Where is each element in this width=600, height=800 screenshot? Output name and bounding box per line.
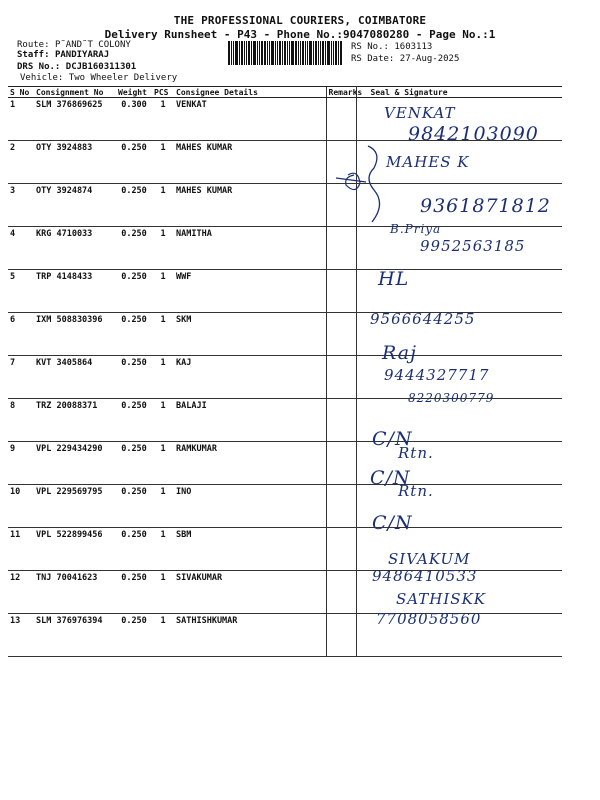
barcode-bar bbox=[331, 41, 332, 65]
table-row bbox=[8, 313, 562, 356]
barcode-bar bbox=[241, 41, 243, 65]
cell-sno: 12 bbox=[8, 571, 34, 614]
cell-pcs: 1 bbox=[152, 485, 174, 528]
table-header-row bbox=[8, 87, 562, 98]
drs-label: DRS No.: bbox=[17, 62, 61, 72]
rs-no-line bbox=[351, 42, 432, 53]
signature-7-phone: 9444327717 bbox=[384, 366, 490, 384]
cell-sno: 5 bbox=[8, 270, 34, 313]
cell-weight: 0.250 bbox=[116, 313, 152, 356]
cell-remarks bbox=[326, 227, 356, 270]
cell-sno: 9 bbox=[8, 442, 34, 485]
cell-pcs: 1 bbox=[152, 614, 174, 657]
runsheet-title: Delivery Runsheet - P43 - Phone No.:9047080280 - Page No.:1 bbox=[104, 28, 496, 41]
signature-4-phone: 9952563185 bbox=[420, 237, 526, 255]
signature-1-phone: 9842103090 bbox=[408, 123, 539, 145]
barcode-bar bbox=[261, 41, 263, 65]
cell-weight: 0.250 bbox=[116, 528, 152, 571]
cell-consignee: SKM bbox=[174, 313, 326, 356]
signature-9-cn: C/N bbox=[372, 428, 413, 450]
company-title: THE PROFESSIONAL COURIERS, COIMBATORE bbox=[173, 14, 427, 27]
cell-weight: 0.250 bbox=[116, 356, 152, 399]
cell-consignee: BALAJI bbox=[174, 399, 326, 442]
barcode-bar bbox=[309, 41, 312, 65]
cell-weight: 0.250 bbox=[116, 184, 152, 227]
drs-value: DCJB160311301 bbox=[65, 62, 137, 72]
cell-pcs: 1 bbox=[152, 98, 174, 141]
cell-pcs: 1 bbox=[152, 442, 174, 485]
cell-weight: 0.250 bbox=[116, 141, 152, 184]
cell-consignee: RAMKUMAR bbox=[174, 442, 326, 485]
barcode-bar bbox=[318, 41, 319, 65]
barcode-bar bbox=[246, 41, 247, 65]
cell-consignee: NAMITHA bbox=[174, 227, 326, 270]
table-row bbox=[8, 442, 562, 485]
cell-consignee: KAJ bbox=[174, 356, 326, 399]
barcode-bar bbox=[338, 41, 339, 65]
rs-no-value: 1603113 bbox=[394, 42, 433, 52]
cell-sno: 10 bbox=[8, 485, 34, 528]
cell-sno: 8 bbox=[8, 399, 34, 442]
staff-line bbox=[17, 50, 109, 61]
barcode-bar bbox=[307, 41, 308, 65]
staff-label: Staff: bbox=[17, 50, 50, 60]
cell-remarks bbox=[326, 356, 356, 399]
route-label: Route: bbox=[17, 40, 50, 50]
cell-remarks bbox=[326, 485, 356, 528]
cell-weight: 0.250 bbox=[116, 571, 152, 614]
cell-consignment-no: OTY 3924874 bbox=[34, 184, 116, 227]
cell-consignment-no: SLM 376976394 bbox=[34, 614, 116, 657]
drs-line bbox=[17, 62, 136, 73]
cell-sno: 4 bbox=[8, 227, 34, 270]
cell-pcs: 1 bbox=[152, 399, 174, 442]
cell-pcs: 1 bbox=[152, 571, 174, 614]
barcode-bar bbox=[313, 41, 314, 65]
cell-weight: 0.250 bbox=[116, 270, 152, 313]
barcode bbox=[228, 41, 344, 65]
col-seal: Seal & Signature bbox=[356, 87, 562, 98]
barcode-bar bbox=[289, 41, 290, 65]
cell-pcs: 1 bbox=[152, 227, 174, 270]
signature-7-name: Raj bbox=[382, 342, 417, 364]
barcode-bar bbox=[275, 41, 276, 65]
barcode-bar bbox=[315, 41, 317, 65]
barcode-bar bbox=[322, 41, 324, 65]
cell-consignment-no: KVT 3405864 bbox=[34, 356, 116, 399]
cell-consignee: SATHISHKUMAR bbox=[174, 614, 326, 657]
cell-weight: 0.250 bbox=[116, 442, 152, 485]
cell-consignment-no: IXM 508830396 bbox=[34, 313, 116, 356]
barcode-bar bbox=[291, 41, 294, 65]
cell-consignee: MAHES KUMAR bbox=[174, 141, 326, 184]
cell-pcs: 1 bbox=[152, 141, 174, 184]
cell-consignee: VENKAT bbox=[174, 98, 326, 141]
barcode-bar bbox=[239, 41, 240, 65]
cell-consignee: INO bbox=[174, 485, 326, 528]
barcode-bar bbox=[271, 41, 274, 65]
rs-date-label: RS Date: bbox=[351, 54, 395, 64]
barcode-bar bbox=[335, 41, 337, 65]
barcode-bar bbox=[233, 41, 234, 65]
barcode-bar bbox=[340, 41, 342, 65]
barcode-bar bbox=[327, 41, 330, 65]
barcode-bar bbox=[235, 41, 238, 65]
signature-6-phone: 9566644255 bbox=[370, 310, 476, 328]
cell-remarks bbox=[326, 442, 356, 485]
cell-pcs: 1 bbox=[152, 184, 174, 227]
table-row bbox=[8, 485, 562, 528]
barcode-bar bbox=[305, 41, 306, 65]
barcode-bar bbox=[295, 41, 297, 65]
barcode-bar bbox=[302, 41, 304, 65]
rs-date-line bbox=[351, 54, 459, 65]
signature-4-name: B.Priya bbox=[390, 222, 442, 236]
barcode-bar bbox=[257, 41, 258, 65]
vehicle-label: Vehicle: bbox=[20, 73, 64, 83]
cell-pcs: 1 bbox=[152, 528, 174, 571]
barcode-bar bbox=[333, 41, 334, 65]
barcode-bar bbox=[277, 41, 278, 65]
route-value: P˜AND˜T COLONY bbox=[54, 40, 131, 50]
barcode-bar bbox=[244, 41, 245, 65]
staff-value: PANDIYARAJ bbox=[54, 50, 110, 60]
cell-weight: 0.300 bbox=[116, 98, 152, 141]
delivery-bracket-scribble bbox=[328, 140, 388, 230]
cell-remarks bbox=[326, 528, 356, 571]
cell-weight: 0.250 bbox=[116, 399, 152, 442]
barcode-bar bbox=[259, 41, 260, 65]
cell-pcs: 1 bbox=[152, 270, 174, 313]
col-consignment: Consignment No bbox=[34, 87, 116, 98]
cell-remarks bbox=[326, 313, 356, 356]
barcode-bar bbox=[284, 41, 286, 65]
signature-13-name: SATHISKK bbox=[396, 590, 486, 608]
cell-consignment-no: SLM 376869625 bbox=[34, 98, 116, 141]
cell-consignment-no: KRG 4710033 bbox=[34, 227, 116, 270]
cell-sno: 3 bbox=[8, 184, 34, 227]
signature-12-name: SIVAKUM bbox=[388, 550, 471, 568]
barcode-bar bbox=[298, 41, 299, 65]
cell-pcs: 1 bbox=[152, 356, 174, 399]
barcode-bar bbox=[248, 41, 250, 65]
cell-weight: 0.250 bbox=[116, 614, 152, 657]
col-pcs: PCS bbox=[152, 87, 174, 98]
cell-remarks bbox=[326, 571, 356, 614]
cell-consignee: WWF bbox=[174, 270, 326, 313]
barcode-bar bbox=[264, 41, 266, 65]
cell-remarks bbox=[326, 614, 356, 657]
cell-consignee: MAHES KUMAR bbox=[174, 184, 326, 227]
barcode-bar bbox=[231, 41, 232, 65]
col-weight: Weight bbox=[116, 87, 152, 98]
barcode-bar bbox=[282, 41, 283, 65]
vehicle-value: Two Wheeler Delivery bbox=[68, 73, 178, 83]
barcode-bar bbox=[228, 41, 230, 65]
cell-consignee: SIVAKUMAR bbox=[174, 571, 326, 614]
cell-consignment-no: TNJ 70041623 bbox=[34, 571, 116, 614]
cell-consignee: SBM bbox=[174, 528, 326, 571]
barcode-bar bbox=[300, 41, 301, 65]
signature-8-phone: 8220300779 bbox=[408, 391, 495, 405]
cell-sno: 11 bbox=[8, 528, 34, 571]
cell-weight: 0.250 bbox=[116, 227, 152, 270]
barcode-bar bbox=[325, 41, 326, 65]
col-sno: S No bbox=[8, 87, 34, 98]
signature-1-name: VENKAT bbox=[384, 104, 456, 122]
signature-12-phone: 9486410533 bbox=[372, 567, 478, 585]
signature-2-name: MAHES K bbox=[386, 153, 470, 171]
signature-9-rtn: Rtn. bbox=[398, 444, 434, 462]
cell-sno: 7 bbox=[8, 356, 34, 399]
rs-date-value: 27-Aug-2025 bbox=[399, 54, 460, 64]
cell-sno: 6 bbox=[8, 313, 34, 356]
signature-10-rtn: Rtn. bbox=[398, 482, 434, 500]
signature-13-phone: 7708058560 bbox=[376, 610, 482, 628]
rs-no-label: RS No.: bbox=[351, 42, 389, 52]
barcode-bar bbox=[251, 41, 252, 65]
cell-weight: 0.250 bbox=[116, 485, 152, 528]
cell-sno: 2 bbox=[8, 141, 34, 184]
table-row bbox=[8, 141, 562, 184]
vehicle-line bbox=[20, 73, 177, 84]
table-row bbox=[8, 270, 562, 313]
barcode-bar bbox=[269, 41, 270, 65]
col-remarks: Remarks bbox=[326, 87, 356, 98]
table-row bbox=[8, 528, 562, 571]
cell-remarks bbox=[326, 270, 356, 313]
cell-consignment-no: VPL 522899456 bbox=[34, 528, 116, 571]
cell-remarks bbox=[326, 399, 356, 442]
barcode-bar bbox=[320, 41, 321, 65]
cell-consignment-no: VPL 229434290 bbox=[34, 442, 116, 485]
signature-10-cn: C/N bbox=[370, 467, 411, 489]
cell-consignment-no: TRZ 20088371 bbox=[34, 399, 116, 442]
barcode-bar bbox=[253, 41, 256, 65]
barcode-bar bbox=[267, 41, 268, 65]
signature-5: HL bbox=[378, 268, 410, 290]
cell-remarks bbox=[326, 98, 356, 141]
cell-sno: 1 bbox=[8, 98, 34, 141]
cell-consignment-no: TRP 4148433 bbox=[34, 270, 116, 313]
cell-pcs: 1 bbox=[152, 313, 174, 356]
barcode-bar bbox=[279, 41, 281, 65]
cell-sno: 13 bbox=[8, 614, 34, 657]
cell-consignment-no: OTY 3924883 bbox=[34, 141, 116, 184]
col-consignee: Consignee Details bbox=[174, 87, 326, 98]
signature-11-cn: C/N bbox=[372, 512, 413, 534]
signature-3-phone: 9361871812 bbox=[420, 195, 551, 217]
barcode-bar bbox=[287, 41, 288, 65]
cell-consignment-no: VPL 229569795 bbox=[34, 485, 116, 528]
